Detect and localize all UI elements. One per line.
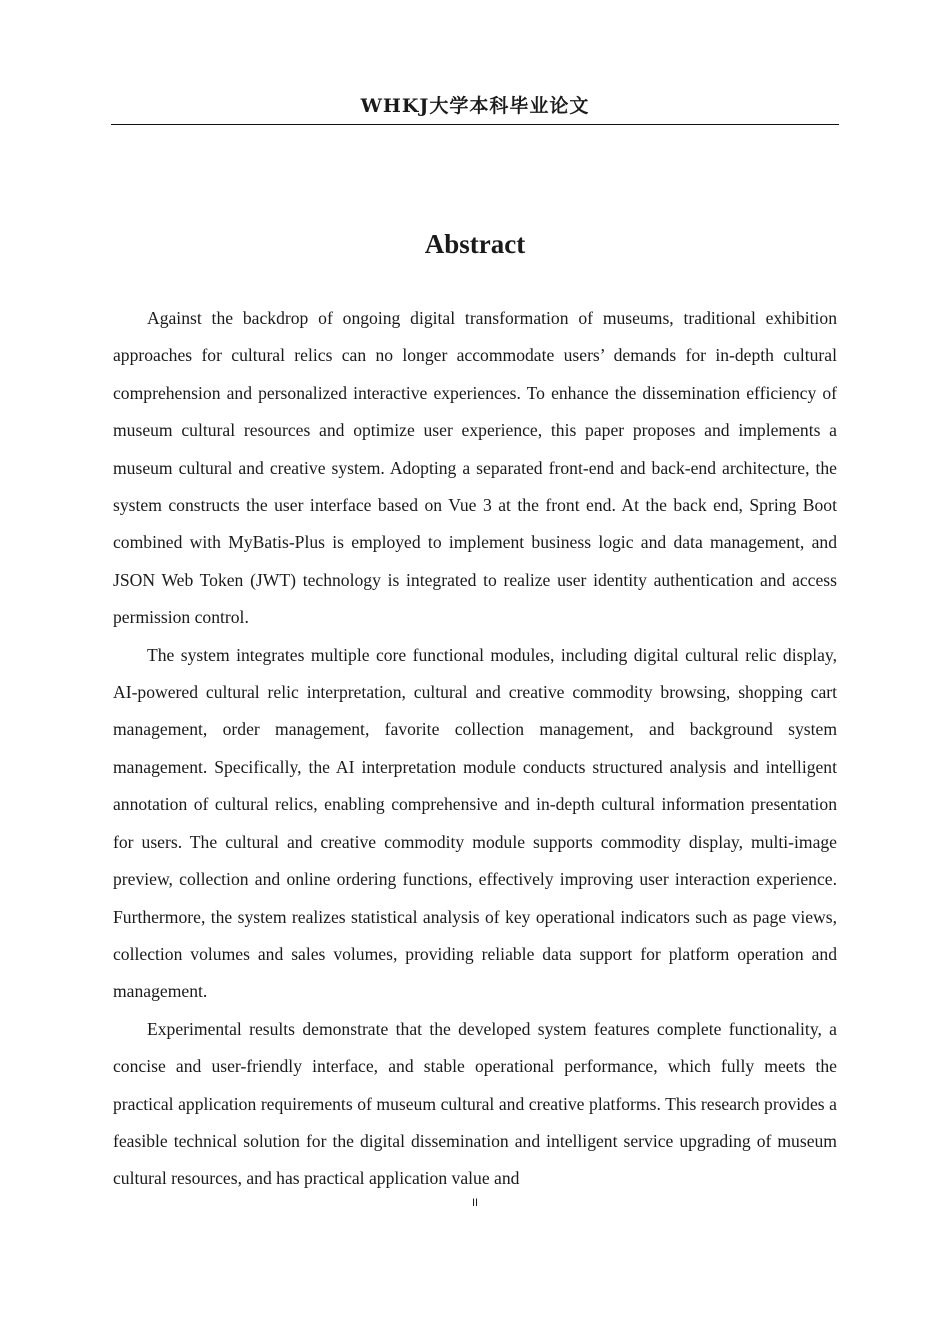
abstract-paragraph-1: Against the backdrop of ongoing digital transformation of museums, traditional exhibition approaches for cultural relics can no longer accommodate users’ demands for in-depth cultural comprehension and personalized interactive experiences. To enhance the dissemination efficiency of museum cultural resources and optimize user experience, this paper proposes and implements a museum cultural and creative system. Adopting a separated front-end and back-end architecture, the system constructs the user interface based on Vue 3 at the front end. At the back end, Spring Boot combined with MyBatis-Plus is employed to implement business logic and data management, and JSON Web Token (JWT) technology is integrated to realize user identity authentication and access permission control. xyxy=(113,308,837,628)
abstract-paragraph-3: Experimental results demonstrate that the developed system features complete functionality, a concise and user-friendly interface, and stable operational performance, which fully meets the practical application requirements of museum cultural and creative platforms. This research provides a feasible technical solution for the digital dissemination and intelligent service upgrading of museum cultural resources, and has practical application value and xyxy=(113,1018,837,1189)
abstract-body xyxy=(113,300,837,1198)
page-title: Abstract xyxy=(424,229,526,259)
abstract-paragraph-2: The system integrates multiple core functional modules, including digital cultural relic display, AI-powered cultural relic interpretation, cultural and creative commodity browsing, shopping cart management, order management, favorite collection management, and background system management. Specifically, the AI interpretation module conducts structured analysis and intelligent annotation of cultural relics, enabling comprehensive and in-depth cultural information presentation for users. The cultural and creative commodity module supports commodity display, multi-image preview, collection and online ordering functions, effectively improving user interaction experience. Furthermore, the system realizes statistical analysis of key operational indicators such as page views, collection volumes and sales volumes, providing reliable data support for platform operation and management. xyxy=(113,644,837,1002)
page-number: II xyxy=(471,1197,479,1209)
running-header: WHKJ大学本科毕业论文 xyxy=(360,95,590,117)
header-divider xyxy=(111,124,839,125)
